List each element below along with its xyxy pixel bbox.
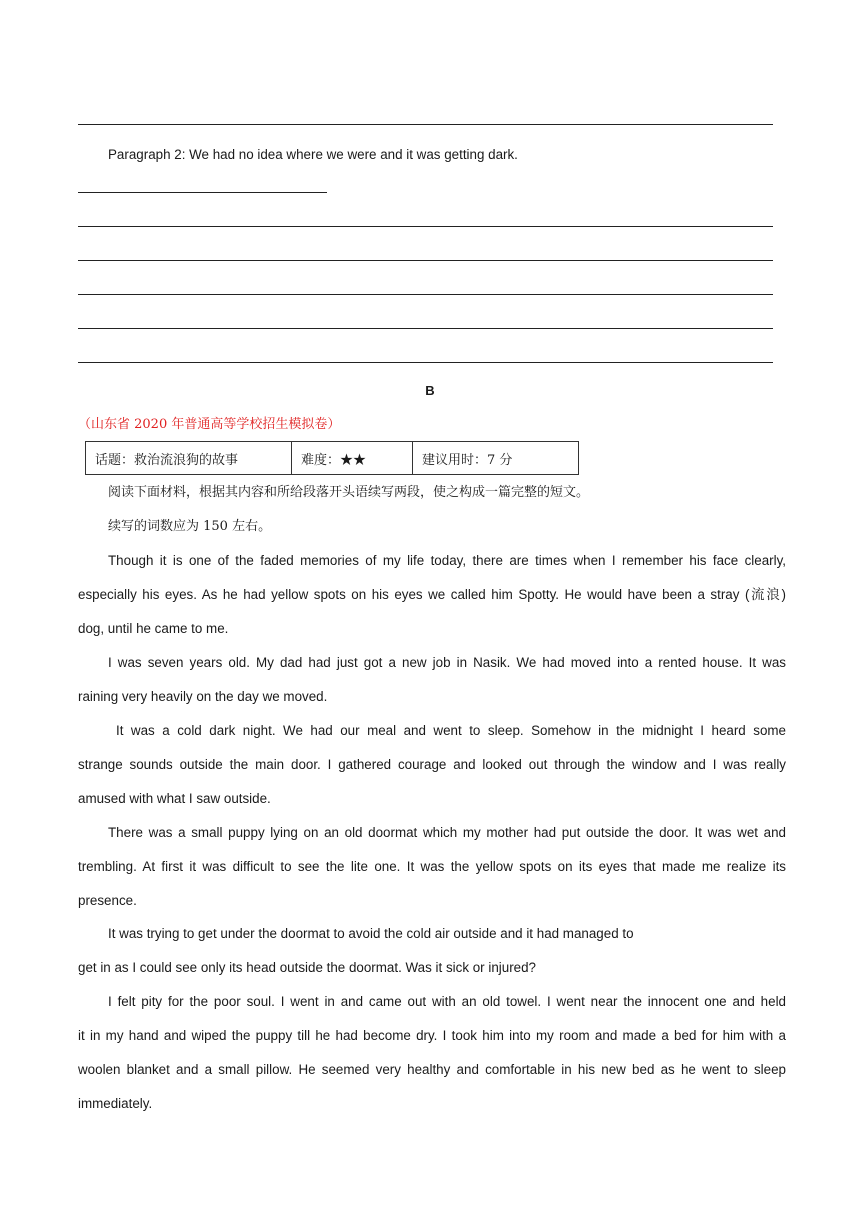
story-line: I felt pity for the poor soul. I went in and came out with an old towel. I went near the innocent one and held	[108, 994, 786, 1009]
section-letter: B	[425, 383, 435, 398]
info-table	[85, 441, 579, 475]
story-line: Though it is one of the faded memories of my life today, there are times when I remember his face clearly,	[108, 553, 786, 568]
instruction-line: 续写的词数应为 150 左右。	[108, 519, 272, 534]
story-line: woolen blanket and a small pillow. He seemed very healthy and comfortable in his new bed as he went to sleep	[78, 1062, 786, 1077]
story-line: amused with what I saw outside.	[78, 791, 271, 806]
story-line: it in my hand and wiped the puppy till he had become dry. I took him into my room and made a bed for him with a	[78, 1028, 786, 1043]
paragraph2-prompt: Paragraph 2: We had no idea where we were and it was getting dark.	[108, 147, 518, 162]
answer-line	[78, 226, 773, 227]
story-line: I was seven years old. My dad had just got a new job in Nasik. We had moved into a rented house. It was	[108, 655, 786, 670]
difficulty-cell: 难度：★★	[292, 442, 413, 475]
story-line: There was a small puppy lying on an old doormat which my mother had put outside the door. It was wet and	[108, 825, 786, 840]
story-line: It was trying to get under the doormat to avoid the cold air outside and it had managed to	[108, 926, 634, 941]
story-line: get in as I could see only its head outside the doormat. Was it sick or injured?	[78, 960, 537, 975]
topic-cell: 话题：救治流浪狗的故事	[86, 442, 292, 475]
story-line: immediately.	[78, 1096, 153, 1111]
instruction-line: 阅读下面材料，根据其内容和所给段落开头语续写两段，使之构成一篇完整的短文。	[108, 485, 590, 500]
answer-line	[78, 328, 773, 329]
answer-line	[78, 294, 773, 295]
source-note: （山东省 2020 年普通高等学校招生模拟卷）	[78, 417, 341, 432]
answer-line	[78, 124, 773, 125]
story-line: presence.	[78, 893, 137, 908]
answer-line	[78, 260, 773, 261]
answer-line-short	[78, 192, 327, 193]
story-line: It was a cold dark night. We had our meal and went to sleep. Somehow in the midnight I heard some	[116, 723, 786, 738]
story-line: dog, until he came to me.	[78, 621, 229, 636]
story-line: trembling. At first it was difficult to see the lite one. It was the yellow spots on its eyes that made me realize its	[78, 859, 786, 874]
story-line: raining very heavily on the day we moved.	[78, 689, 328, 704]
answer-line	[78, 362, 773, 363]
time-cell: 建议用时：7 分	[413, 442, 579, 475]
story-line: strange sounds outside the main door. I gathered courage and looked out through the window and I was really	[78, 757, 786, 772]
story-line: especially his eyes. As he had yellow spots on his eyes we called him Spotty. He would have been a stray (流浪)	[78, 587, 786, 602]
